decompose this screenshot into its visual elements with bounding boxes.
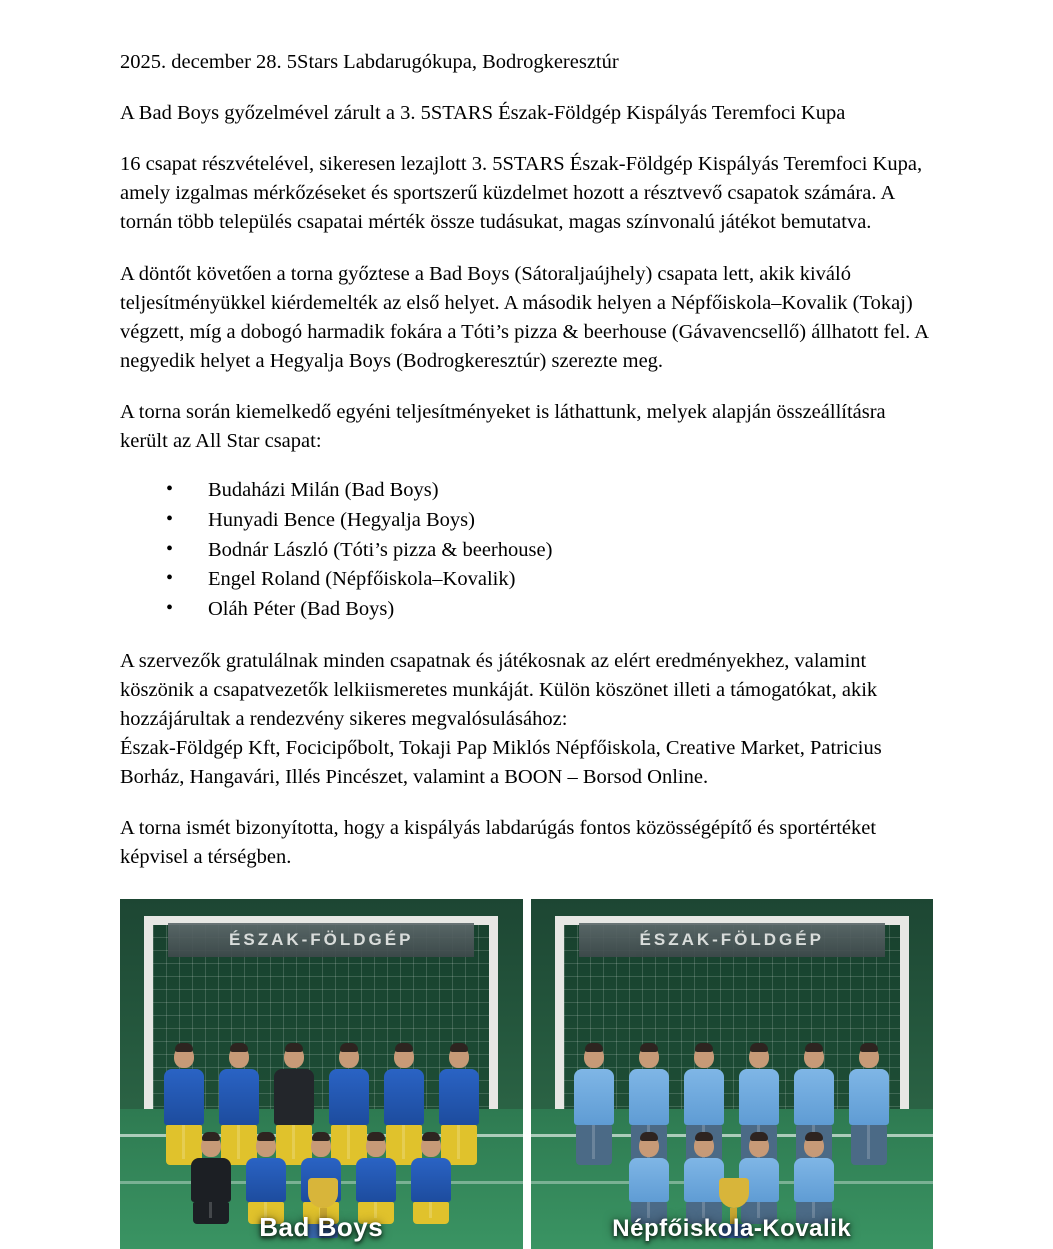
list-item: • Oláh Péter (Bad Boys) xyxy=(166,595,933,625)
photo-caption: Népfőiskola-Kovalik xyxy=(612,1214,852,1242)
player xyxy=(623,1135,675,1224)
player xyxy=(788,1135,840,1224)
spacer xyxy=(120,456,933,476)
photo-bad-boys xyxy=(120,899,523,1249)
sponsor-banner: ÉSZAK-FÖLDGÉP xyxy=(168,923,474,957)
list-item: • Hunyadi Bence (Hegyalja Boys) xyxy=(166,506,933,536)
dateline: 2025. december 28. 5Stars Labdarugókupa, Bodrogkeresztúr xyxy=(120,51,619,73)
list-item: • Engel Roland (Népfőiskola–Kovalik) xyxy=(166,565,933,595)
spacer xyxy=(120,792,933,814)
sponsor-banner: ÉSZAK-FÖLDGÉP xyxy=(579,923,885,957)
list-item: • Bodnár László (Tóti’s pizza & beerhouse) xyxy=(166,536,933,566)
paragraph-allstar-intro: A torna során kiemelkedő egyéni teljesítményeket is láthattunk, melyek alapján összeállításra került az All Star csapat: xyxy=(120,400,886,453)
gym-scene xyxy=(531,899,934,1249)
paragraph-closing: A torna ismét bizonyította, hogy a kispályás labdarúgás fontos közösségépítő és sportértéket képvisel a térségben. xyxy=(120,817,877,869)
spacer xyxy=(120,77,933,99)
spacer xyxy=(120,625,933,647)
paragraph-thanks: A szervezők gratulálnak minden csapatnak és játékosnak az elért eredményekhez, valamint köszönik a csapatvezetők lelkiismeretes munkáját. Külön köszönet illeti a támogatókat, akik hozzájárultak a rendezvény sikeres megvalósulásához: xyxy=(120,649,878,731)
spacer xyxy=(120,376,933,398)
paragraph-sponsors: Észak-Földgép Kft, Focicipőbolt, Tokaji Pap Miklós Népfőiskola, Creative Market, Patricius Borház, Hangavári, Illés Pincészet, valamint a BOON – Borsod Online. xyxy=(120,737,882,789)
photo-nepfoiskola-kovalik xyxy=(531,899,934,1249)
allstar-list xyxy=(120,476,933,625)
headline: A Bad Boys győzelmével zárult a 3. 5STARS Észak-Földgép Kispályás Teremfoci Kupa xyxy=(120,102,846,125)
photo-caption: Bad Boys xyxy=(259,1211,384,1242)
paragraph-results: A döntőt követően a torna győztese a Bad Boys (Sátoraljaújhely) csapata lett, akik kiváló teljesítményükkel kiérdemelték az első helyet. A második helyen a Népfőiskola–Kovalik (Tokaj) végzett, míg a dobogó harmadik fokára a Tóti’s pizza & beerhouse (Gávavencsellő) állhatott fel. A negyedik helyet a Hegyalja Boys (Bodrogkeresztúr) szerezte meg. xyxy=(120,262,928,372)
spacer xyxy=(120,238,933,260)
paragraph-intro: 16 csapat részvételével, sikeresen lezajlott 3. 5STARS Észak-Földgép Kispályás Teremfoci Kupa, amely izgalmas mérkőzéseket és sportszerű küzdelmet hozott a résztvevő csapatok számára. A tornán több település csapatai mérték össze tudásukat, magas színvonalú játékot bemutatva. xyxy=(120,153,923,234)
list-item: • Budaházi Milán (Bad Boys) xyxy=(166,476,933,506)
spacer xyxy=(120,128,933,150)
photo-gallery xyxy=(120,899,933,1249)
gym-scene xyxy=(120,899,523,1249)
